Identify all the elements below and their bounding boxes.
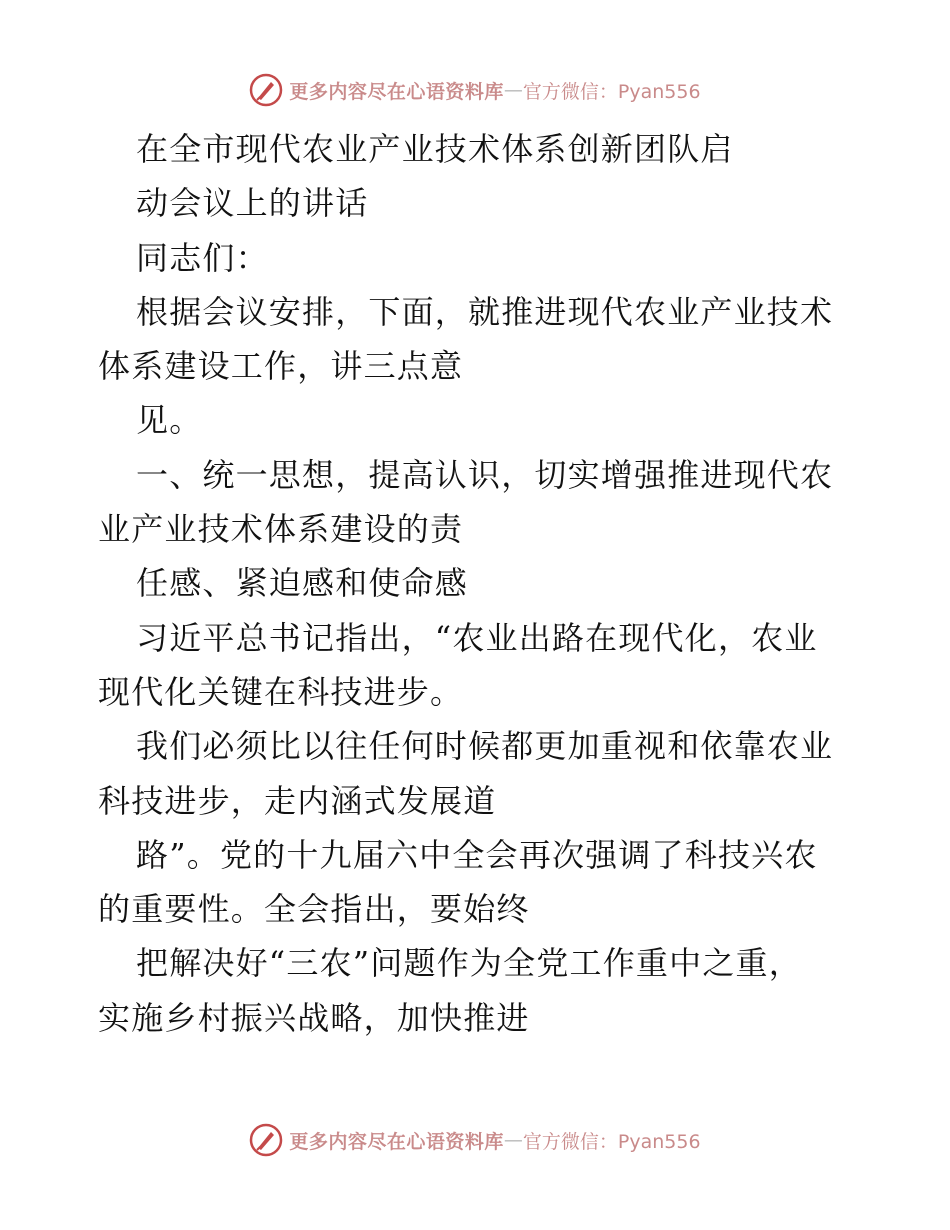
paragraph-line: 我们必须比以往任何时候都更加重视和依靠农业	[136, 727, 834, 766]
paragraph-line: 见。	[136, 401, 203, 440]
title-line-1: 在全市现代农业产业技术体系创新团队启	[136, 130, 734, 168]
section-heading-line: 业产业技术体系建设的责	[98, 510, 464, 549]
paragraph-line: 现代化关键在科技进步。	[98, 672, 464, 711]
title-line-2: 动会议上的讲话	[136, 184, 369, 223]
paragraph-line: 体系建设工作，讲三点意	[98, 347, 464, 386]
paragraph-line: 把解决好“三农”问题作为全党工作重中之重，	[136, 944, 802, 983]
header-watermark	[0, 70, 950, 110]
watermark-text: 更多内容尽在心语资料库	[289, 1130, 504, 1153]
salutation: 同志们：	[136, 238, 269, 277]
watermark-separator: —	[503, 1129, 523, 1151]
watermark-separator: —	[503, 79, 523, 101]
watermark-contact: 官方微信：Pyan556	[522, 80, 701, 103]
watermark-contact: 官方微信：Pyan556	[522, 1130, 701, 1153]
paragraph-line: 习近平总书记指出，“农业出路在现代化，农业	[136, 618, 818, 657]
paragraph-line: 路”。党的十九届六中全会再次强调了科技兴农	[136, 835, 818, 874]
section-heading-line: 任感、紧迫感和使命感	[136, 564, 469, 603]
paragraph-line: 的重要性。全会指出，要始终	[98, 890, 530, 929]
document-body	[98, 122, 858, 1045]
paragraph-line: 根据会议安排，下面，就推进现代农业产业技术	[136, 292, 834, 331]
watermark-text: 更多内容尽在心语资料库	[289, 80, 504, 103]
quill-logo-icon	[249, 1123, 283, 1157]
section-heading-line: 一、统一思想，提高认识，切实增强推进现代农	[136, 455, 834, 494]
paragraph-line: 科技进步，走内涵式发展道	[98, 781, 497, 820]
footer-watermark	[0, 1120, 950, 1160]
quill-logo-icon	[249, 73, 283, 107]
paragraph-line: 实施乡村振兴战略，加快推进	[98, 998, 530, 1037]
